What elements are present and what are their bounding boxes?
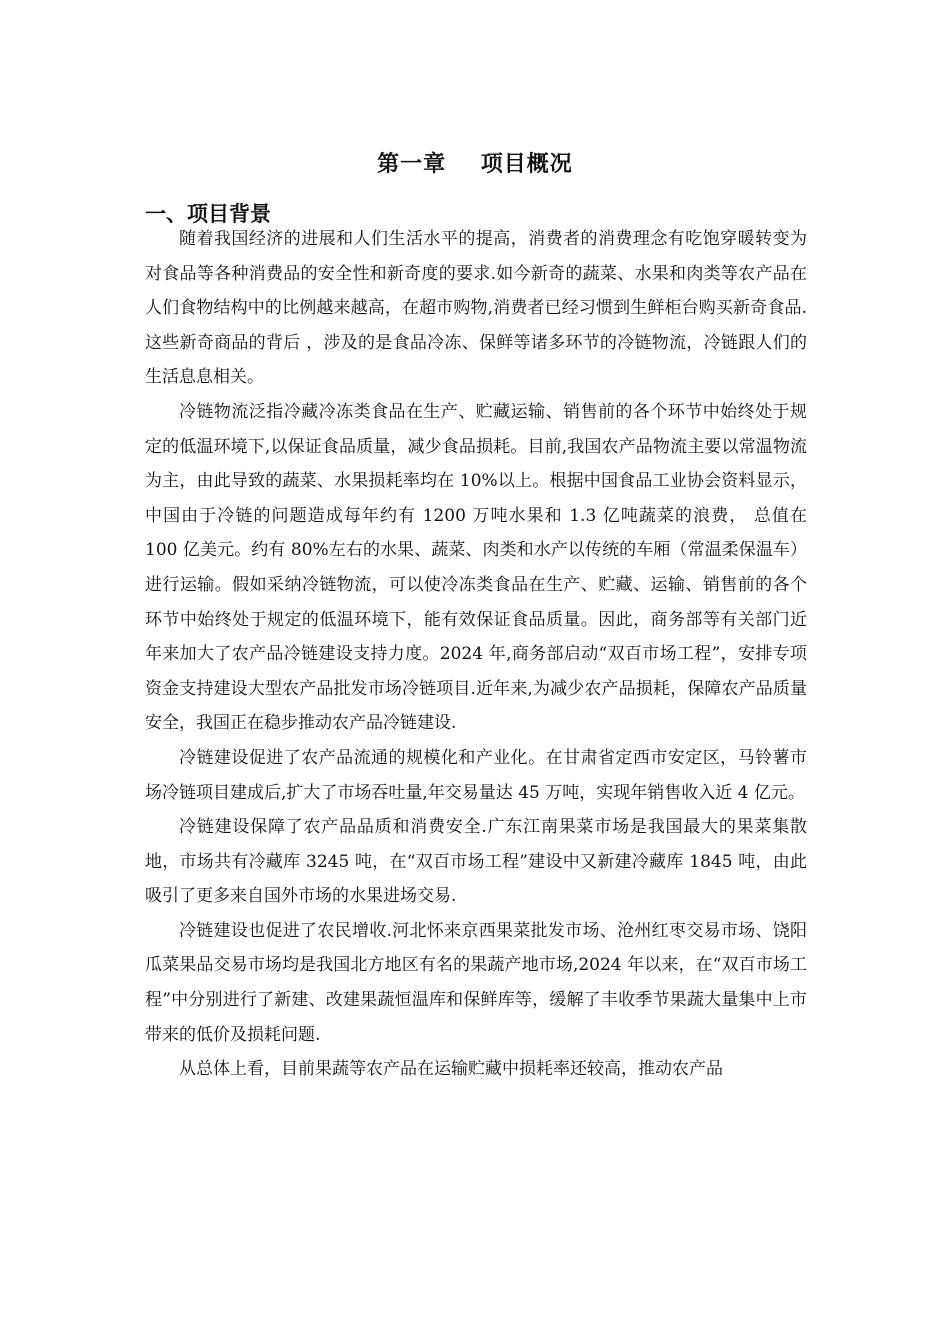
body-text [145, 222, 807, 1087]
paragraph: 冷链建设也促进了农民增收.河北怀来京西果菜批发市场、沧州红枣交易市场、饶阳瓜菜果品交易市场均是我国北方地区有名的果蔬产地市场,2024 年以来，在“双百市场工程”中分别进行了新建、改建果蔬恒温库和保鲜库等，缓解了丰收季节果蔬大量集中上市带来的低价及损耗问题. [145, 920, 807, 1045]
paragraph: 冷链物流泛指冷藏冷冻类食品在生产、贮藏运输、销售前的各个环节中始终处于规定的低温环境下,以保证食品质量，减少食品损耗。目前,我国农产品物流主要以常温物流为主，由此导致的蔬菜、水果损耗率均在 10%以上。根据中国食品工业协会资料显示， 中国由于冷链的问题造成每年约有 1200 万吨水果和 1.3 亿吨蔬菜的浪费， 总值在 100 亿美元。约有 80%左右的水果、蔬菜、肉类和水产以传统的车厢（常温柔保温车）进行运输。假如采纳冷链物流，可以使冷冻类食品在生产、贮藏、运输、销售前的各个环节中始终处于规定的低温环境下，能有效保证食品质量。因此，商务部等有关部门近年来加大了农产品冷链建设支持力度。2024 年,商务部启动“双百市场工程”，安排专项资金支持建设大型农产品批发市场冷链项目.近年来,为减少农产品损耗，保障农产品质量安全，我国正在稳步推动农产品冷链建设. [145, 401, 807, 734]
paragraph: 冷链建设促进了农产品流通的规模化和产业化。在甘肃省定西市安定区，马铃薯市场冷链项目建成后,扩大了市场吞吐量,年交易量达 45 万吨，实现年销售收入近 4 亿元。 [145, 747, 807, 803]
paragraph: 从总体上看，目前果蔬等农产品在运输贮藏中损耗率还较高，推动农产品 [179, 1059, 723, 1080]
section-heading: 一、项目背景 [145, 202, 271, 226]
paragraph: 随着我国经济的进展和人们生活水平的提高，消费者的消费理念有吃饱穿暖转变为对食品等各种消费品的安全性和新奇度的要求.如今新奇的蔬菜、水果和肉类等农产品在人们食物结构中的比例越来越高，在超市购物,消费者已经习惯到生鲜柜台购买新奇食品.这些新奇商品的背后 ，涉及的是食品冷冻、保鲜等诸多环节的冷链物流，冷链跟人们的生活息息相关。 [145, 229, 807, 388]
chapter-title: 第一章 项目概况 [377, 152, 573, 177]
paragraph: 冷链建设保障了农产品品质和消费安全.广东江南果菜市场是我国最大的果菜集散地，市场共有冷藏库 3245 吨，在“双百市场工程”建设中又新建冷藏库 1845 吨，由此吸引了更多来自国外市场的水果进场交易. [145, 817, 807, 907]
